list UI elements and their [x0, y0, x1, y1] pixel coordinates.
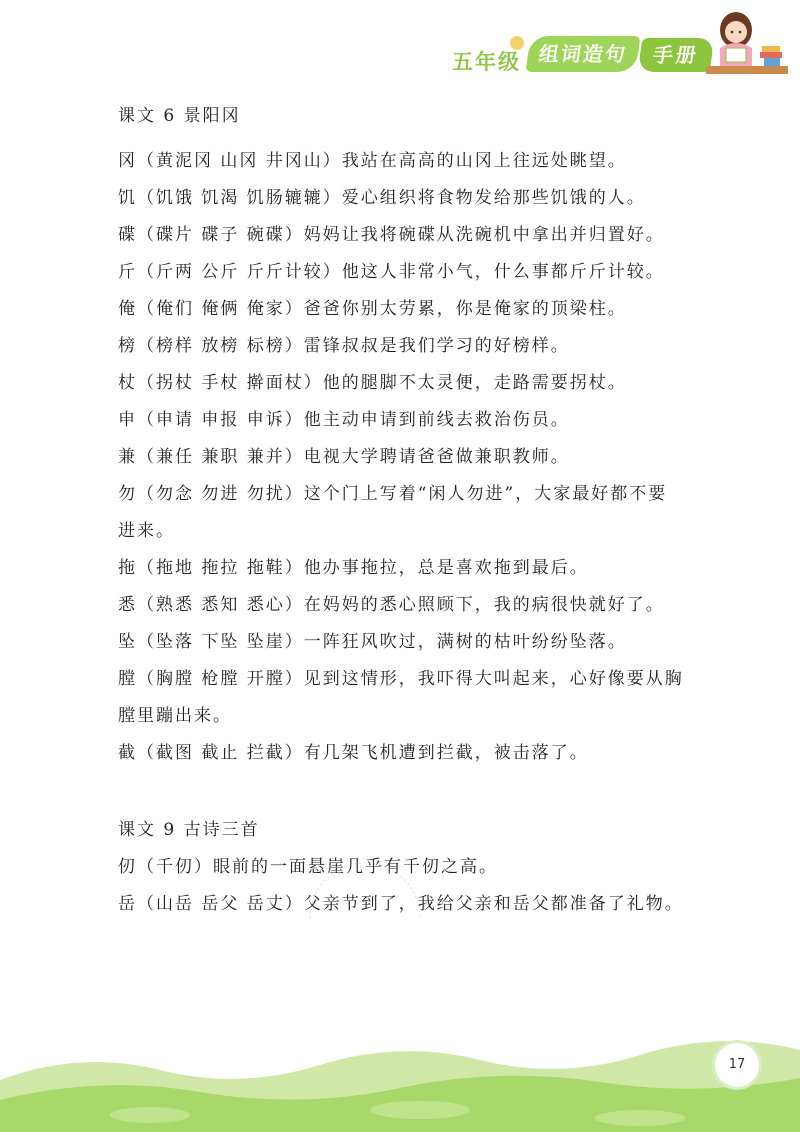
footer-grass-decoration	[0, 1010, 800, 1132]
page-number: 17	[712, 1040, 762, 1090]
grade-label: 五年级	[452, 50, 521, 74]
lightbulb-icon	[510, 36, 524, 50]
word-entry: 悉（熟悉 悉知 悉心）在妈妈的悉心照顾下，我的病很快就好了。	[118, 595, 665, 615]
word-entry: 拖（拖地 拖拉 拖鞋）他办事拖拉，总是喜欢拖到最后。	[118, 558, 589, 578]
word-entry: 仞（千仞）眼前的一面悬崖几乎有千仞之高。	[118, 857, 498, 877]
word-entry: 杖（拐杖 手杖 擀面杖）他的腿脚不太灵便，走路需要拐杖。	[118, 373, 627, 393]
word-entry-continuation: 膛里蹦出来。	[118, 706, 232, 726]
title-badge-secondary: 手册	[638, 38, 715, 72]
word-entry: 申（申请 申报 申诉）他主动申请到前线去救治伤员。	[118, 410, 570, 430]
girl-reading-illustration	[706, 8, 788, 78]
word-entry: 兼（兼任 兼职 兼并）电视大学聘请爸爸做兼职教师。	[118, 447, 570, 467]
main-content	[118, 98, 698, 923]
watermark-stamp	[300, 848, 430, 938]
word-entry: 斤（斤两 公斤 斤斤计较）他这人非常小气，什么事都斤斤计较。	[118, 262, 665, 282]
word-entry: 岳（山岳 岳父 岳丈）父亲节到了，我给父亲和岳父都准备了礼物。	[118, 894, 684, 914]
word-entry: 饥（饥饿 饥渴 饥肠辘辘）爱心组织将食物发给那些饥饿的人。	[118, 188, 646, 208]
section-lesson-6	[118, 98, 698, 772]
word-entry: 坠（坠落 下坠 坠崖）一阵狂风吹过，满树的枯叶纷纷坠落。	[118, 632, 627, 652]
section-heading: 课文 9 古诗三首	[118, 820, 260, 840]
word-entry: 俺（俺们 俺俩 俺家）爸爸你别太劳累，你是俺家的顶梁柱。	[118, 299, 627, 319]
word-entry: 碟（碟片 碟子 碗碟）妈妈让我将碗碟从洗碗机中拿出并归置好。	[118, 225, 665, 245]
word-entry: 榜（榜样 放榜 标榜）雷锋叔叔是我们学习的好榜样。	[118, 336, 570, 356]
word-entry-continuation: 进来。	[118, 521, 175, 541]
title-badge-primary: 组词造句	[525, 36, 640, 72]
word-entry: 勿（勿念 勿进 勿扰）这个门上写着“闲人勿进”，大家最好都不要	[118, 484, 668, 504]
word-entry: 截（截图 截止 拦截）有几架飞机遭到拦截，被击落了。	[118, 743, 589, 763]
word-entry: 膛（胸膛 枪膛 开膛）见到这情形，我吓得大叫起来，心好像要从胸	[118, 669, 684, 689]
page-header	[0, 0, 800, 90]
word-entry: 冈（黄泥冈 山冈 井冈山）我站在高高的山冈上往远处眺望。	[118, 151, 627, 171]
section-heading: 课文 6 景阳冈	[118, 106, 241, 126]
